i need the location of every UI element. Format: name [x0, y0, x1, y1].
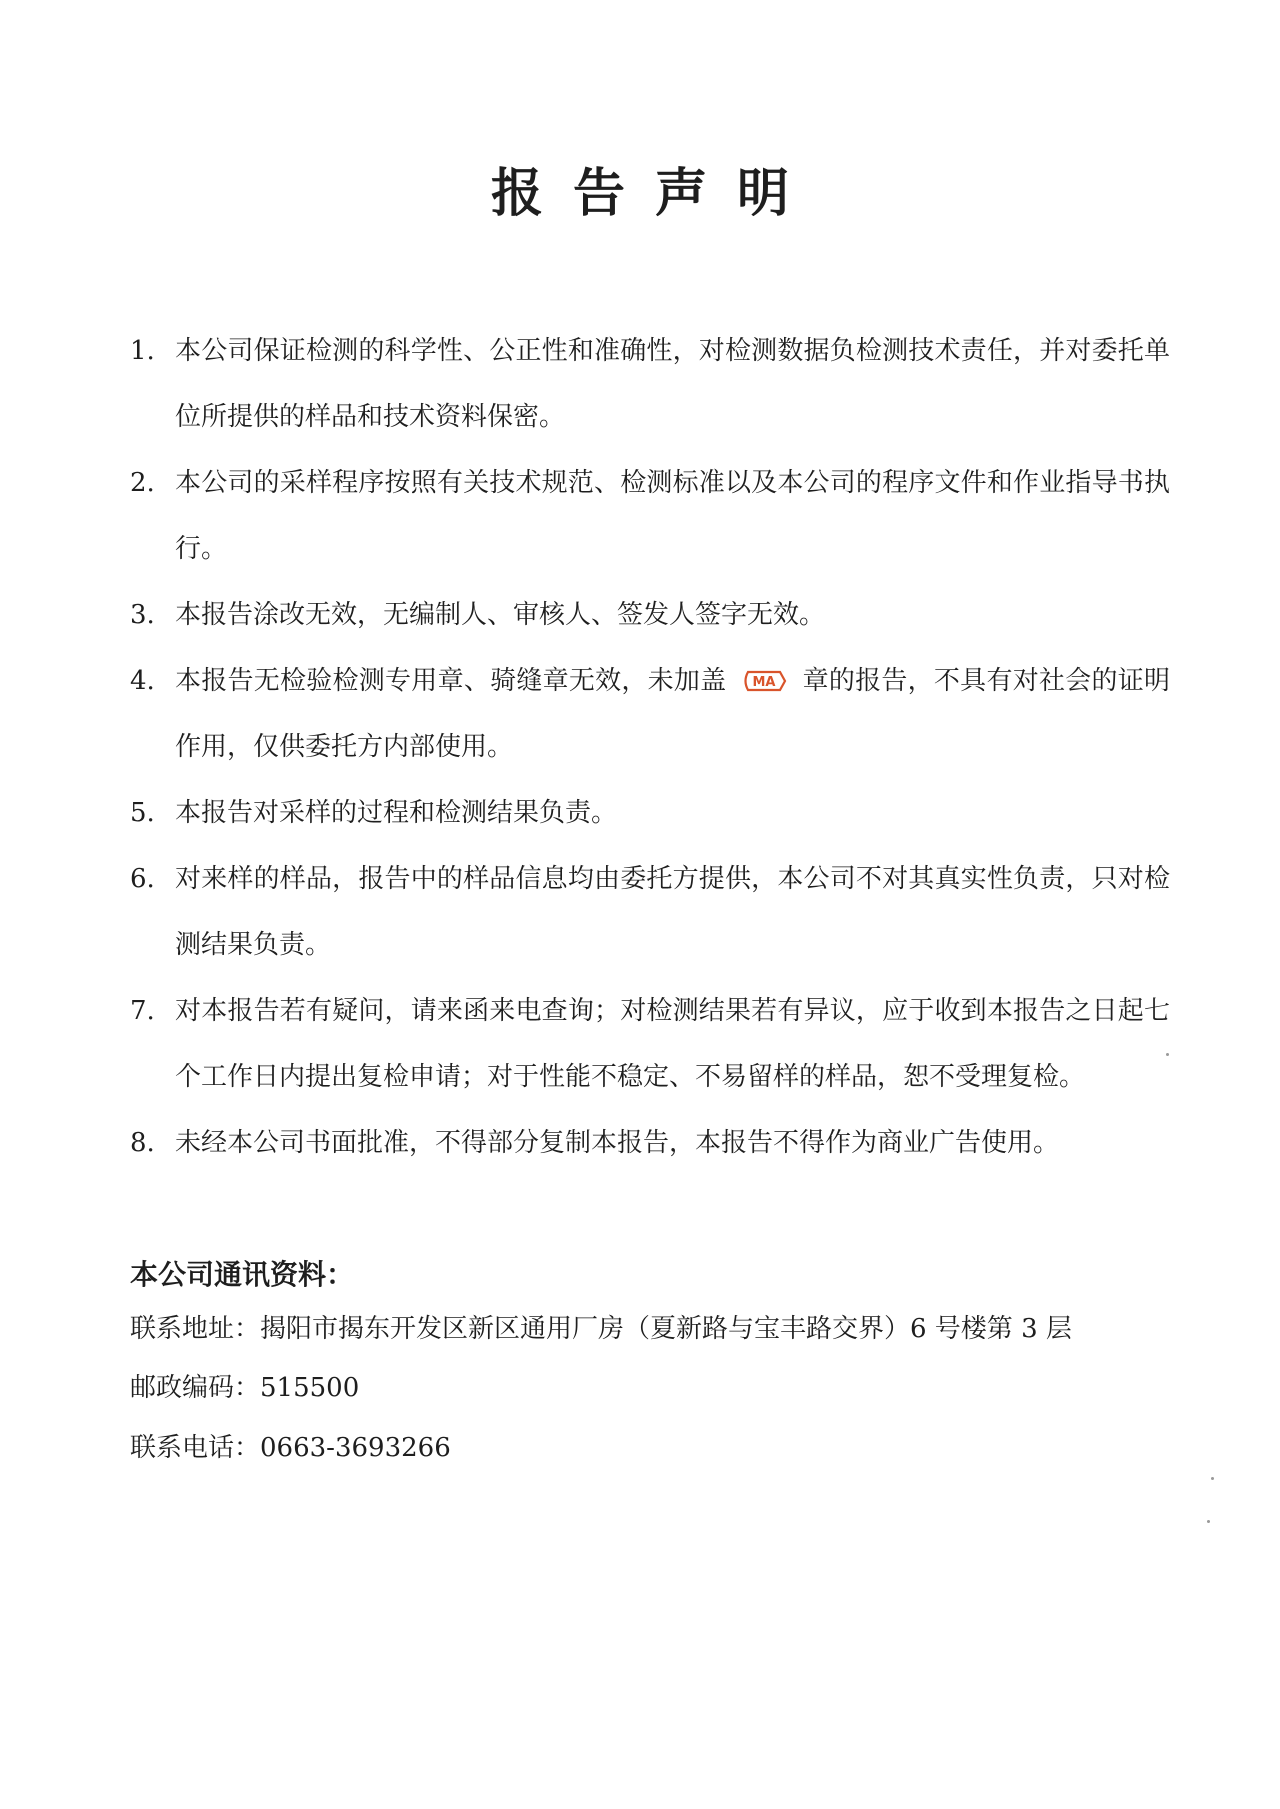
- item-text: 本报告对采样的过程和检测结果负责。: [175, 798, 618, 828]
- declaration-item-5: [130, 780, 1170, 846]
- scan-speck: [1207, 1520, 1210, 1523]
- item-number: 7.: [130, 996, 155, 1026]
- item-number: 8.: [130, 1128, 155, 1158]
- item-number: 2.: [130, 468, 155, 498]
- item-text-after-mark: 章的报告，不具有对社会的证明作用，仅供委托方内部使用。: [175, 666, 1170, 762]
- declaration-list: [130, 318, 1170, 1176]
- contact-phone: 联系电话：0663-3693266: [130, 1433, 451, 1463]
- item-text-before-mark: 本报告无检验检测专用章、骑缝章无效，未加盖: [175, 666, 727, 696]
- contact-postcode: 邮政编码：515500: [130, 1373, 360, 1403]
- cma-mark-icon: [740, 668, 788, 694]
- contact-section: [130, 1250, 1170, 1478]
- item-number: 1.: [130, 336, 155, 366]
- item-text: 本公司保证检测的科学性、公正性和准确性，对检测数据负检测技术责任，并对委托单位所提供的样品和技术资料保密。: [175, 336, 1170, 432]
- declaration-item-7: [130, 978, 1170, 1110]
- item-number: 6.: [130, 864, 155, 894]
- cma-mark-label: MA: [752, 675, 776, 690]
- item-number: 5.: [130, 798, 155, 828]
- declaration-item-8: [130, 1110, 1170, 1176]
- item-text: [175, 648, 1170, 780]
- declaration-item-6: [130, 846, 1170, 978]
- page-title: 报告声明: [490, 163, 819, 224]
- item-text: 本公司的采样程序按照有关技术规范、检测标准以及本公司的程序文件和作业指导书执行。: [175, 468, 1170, 564]
- item-text: 本报告涂改无效，无编制人、审核人、签发人签字无效。: [175, 600, 826, 630]
- declaration-item-3: [130, 582, 1170, 648]
- contact-address: 联系地址：揭阳市揭东开发区新区通用厂房（夏新路与宝丰路交界）6 号楼第 3 层: [130, 1314, 1072, 1344]
- declaration-item-1: [130, 318, 1170, 450]
- item-number: 4.: [130, 666, 155, 696]
- declaration-item-4: [130, 648, 1170, 780]
- declaration-item-2: [130, 450, 1170, 582]
- scan-speck: [1166, 1053, 1169, 1056]
- item-text: 对来样的样品，报告中的样品信息均由委托方提供，本公司不对其真实性负责，只对检测结果负责。: [175, 864, 1170, 960]
- contact-heading: 本公司通讯资料：: [130, 1258, 355, 1291]
- item-text: 对本报告若有疑问，请来函来电查询；对检测结果若有异议，应于收到本报告之日起七个工作日内提出复检申请；对于性能不稳定、不易留样的样品，恕不受理复检。: [175, 996, 1170, 1092]
- item-text: 未经本公司书面批准，不得部分复制本报告，本报告不得作为商业广告使用。: [175, 1128, 1060, 1158]
- scan-speck: [1211, 1477, 1214, 1480]
- item-number: 3.: [130, 600, 155, 630]
